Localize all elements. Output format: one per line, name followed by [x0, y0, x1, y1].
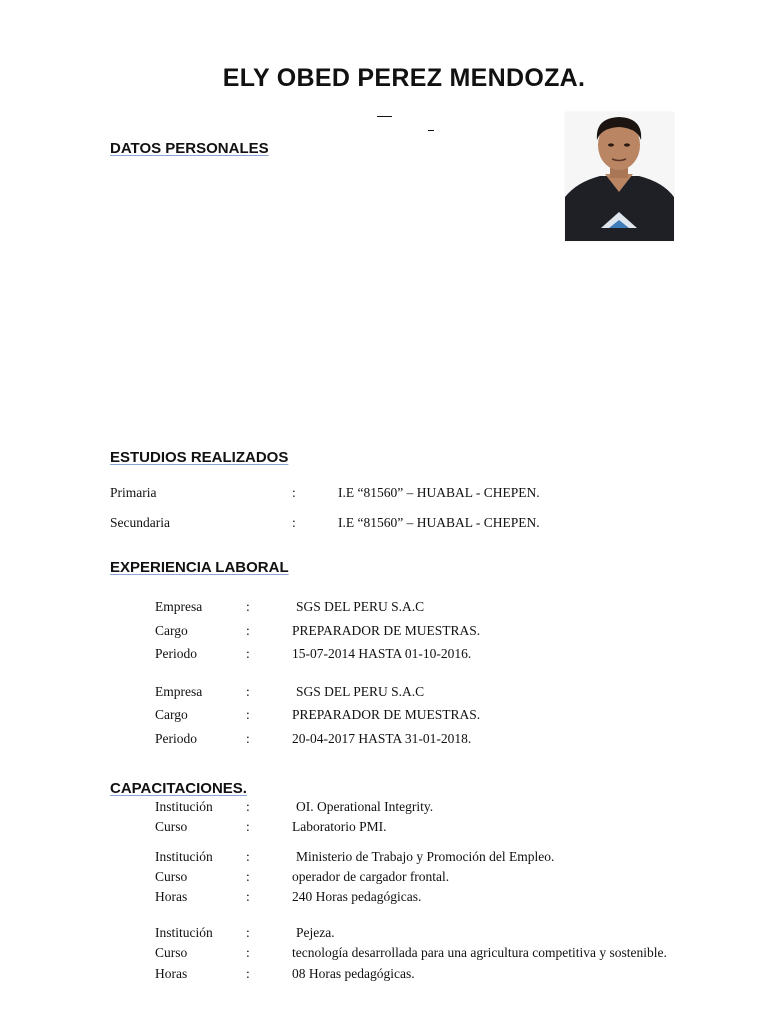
field-separator: :	[246, 799, 250, 814]
field-label: Periodo	[155, 731, 197, 746]
field-separator: :	[246, 646, 250, 661]
field-label: Primaria	[110, 485, 157, 500]
field-label: Secundaria	[110, 515, 170, 530]
person-avatar-icon	[565, 112, 674, 241]
field-separator: :	[246, 707, 250, 722]
field-separator: :	[246, 731, 250, 746]
section-heading-training: CAPACITACIONES.	[110, 780, 247, 797]
page-title: ELY OBED PEREZ MENDOZA.	[222, 64, 586, 92]
field-value: tecnología desarrollada para una agricultura competitiva y sostenible.	[292, 945, 667, 960]
field-label: Cargo	[155, 707, 188, 722]
field-value: PREPARADOR DE MUESTRAS.	[292, 623, 481, 638]
field-label: Curso	[155, 819, 188, 834]
field-separator: :	[246, 889, 250, 904]
section-heading-personal: DATOS PERSONALES	[110, 140, 269, 157]
field-value: 20-04-2017 HASTA 31-01-2018.	[292, 731, 472, 746]
profile-photo	[565, 112, 674, 241]
field-value: operador de cargador frontal.	[292, 869, 450, 884]
field-value: I.E “81560” – HUABAL - CHEPEN.	[338, 485, 540, 500]
field-value: PREPARADOR DE MUESTRAS.	[292, 707, 481, 722]
field-label: Institución	[155, 925, 213, 940]
field-separator: :	[246, 966, 250, 981]
field-value: 240 Horas pedagógicas.	[292, 889, 422, 904]
field-separator: :	[246, 684, 250, 699]
field-label: Empresa	[155, 684, 203, 699]
field-separator: :	[246, 869, 250, 884]
field-label: Empresa	[155, 599, 203, 614]
field-value: Pejeza.	[296, 925, 335, 940]
field-separator: :	[292, 515, 296, 530]
section-heading-studies: ESTUDIOS REALIZADOS	[110, 449, 289, 466]
field-value: 08 Horas pedagógicas.	[292, 966, 415, 981]
field-label: Horas	[155, 889, 188, 904]
field-label: Curso	[155, 869, 188, 884]
field-label: Cargo	[155, 623, 188, 638]
field-value: Ministerio de Trabajo y Promoción del Empleo.	[296, 849, 555, 864]
field-value: 15-07-2014 HASTA 01-10-2016.	[292, 646, 472, 661]
decorative-dash	[428, 130, 434, 131]
field-label: Periodo	[155, 646, 197, 661]
field-separator: :	[246, 599, 250, 614]
field-value: SGS DEL PERU S.A.C	[296, 684, 425, 699]
field-separator: :	[246, 945, 250, 960]
field-value: I.E “81560” – HUABAL - CHEPEN.	[338, 515, 540, 530]
field-label: Horas	[155, 966, 188, 981]
field-separator: :	[246, 849, 250, 864]
section-heading-experience: EXPERIENCIA LABORAL	[110, 559, 289, 576]
field-label: Curso	[155, 945, 188, 960]
field-separator: :	[246, 925, 250, 940]
field-value: SGS DEL PERU S.A.C	[296, 599, 425, 614]
field-value: Laboratorio PMI.	[292, 819, 387, 834]
field-value: OI. Operational Integrity.	[296, 799, 434, 814]
field-label: Institución	[155, 799, 213, 814]
field-separator: :	[246, 819, 250, 834]
decorative-dash	[377, 116, 392, 117]
field-separator: :	[246, 623, 250, 638]
field-separator: :	[292, 485, 296, 500]
field-label: Institución	[155, 849, 213, 864]
